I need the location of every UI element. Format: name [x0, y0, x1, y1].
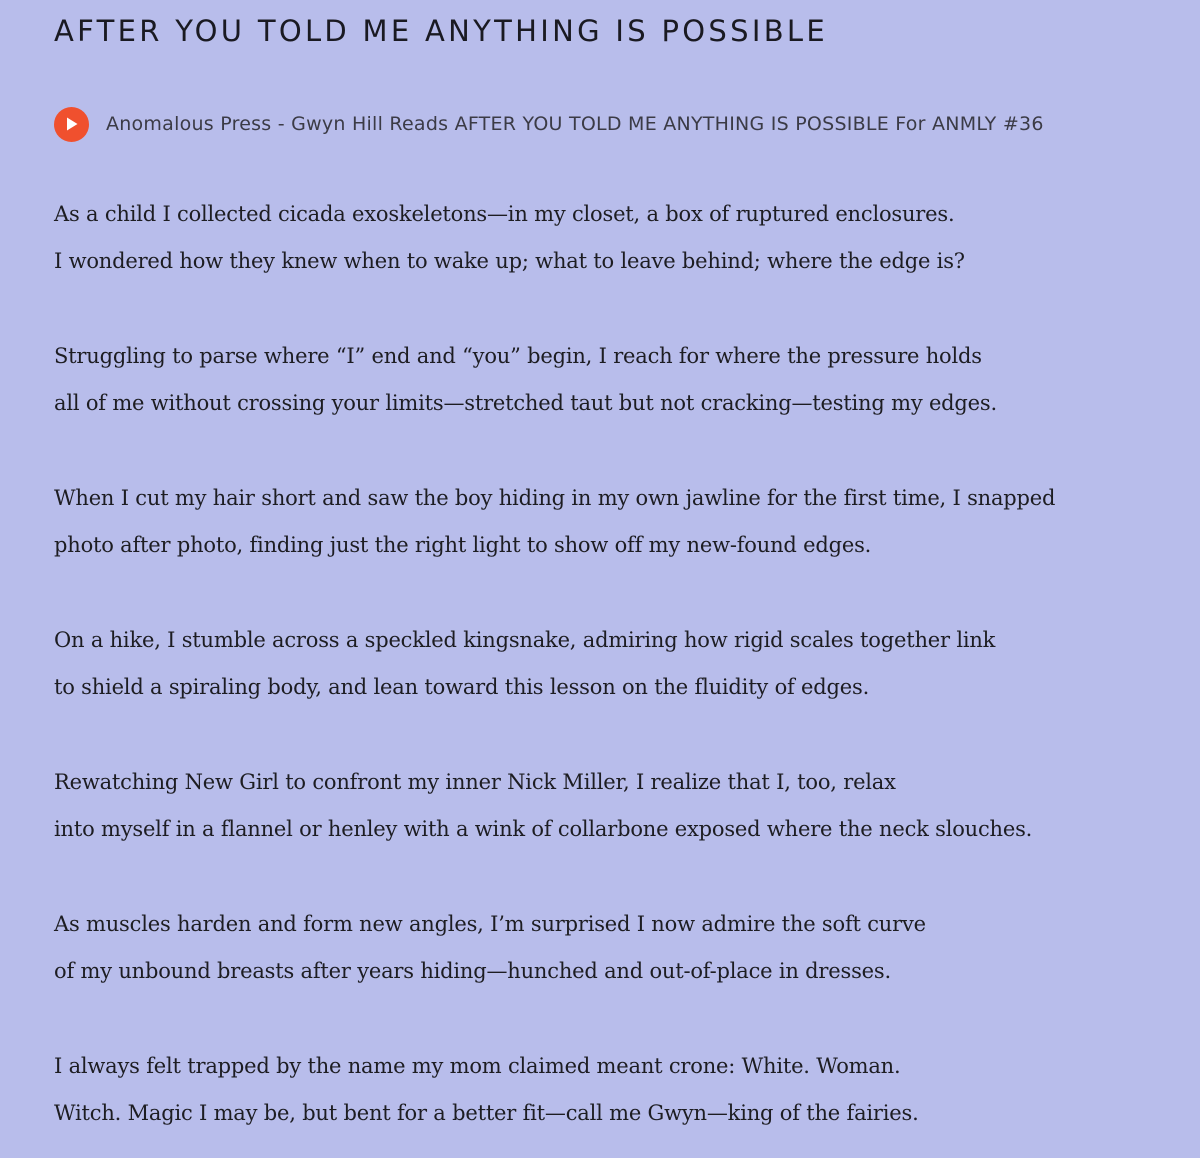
stanza-2 — [54, 333, 997, 427]
stanza-7 — [54, 1043, 919, 1137]
poem-line: On a hike, I stumble across a speckled kingsnake, admiring how rigid scales together link — [54, 628, 996, 652]
poem-line: Struggling to parse where “I” end and “you” begin, I reach for where the pressure holds — [54, 344, 982, 368]
stanza-4 — [54, 617, 995, 711]
poem-line: all of me without crossing your limits—stretched taut but not cracking—testing my edges. — [54, 391, 997, 415]
poem-line: of my unbound breasts after years hiding—hunched and out-of-place in dresses. — [54, 959, 891, 983]
audio-track-label[interactable]: Anomalous Press - Gwyn Hill Reads AFTER YOU TOLD ME ANYTHING IS POSSIBLE For ANMLY #36 — [106, 113, 1044, 135]
play-button[interactable] — [54, 107, 89, 142]
poem-line: to shield a spiraling body, and lean toward this lesson on the fluidity of edges. — [54, 675, 870, 699]
poem-line: When I cut my hair short and saw the boy hiding in my own jawline for the first time, I snapped — [54, 486, 1056, 510]
stanza-6 — [54, 901, 926, 995]
stanza-3 — [54, 475, 1055, 569]
stanza-1 — [54, 191, 965, 285]
poem-line: Witch. Magic I may be, but bent for a better fit—call me Gwyn—king of the fairies. — [54, 1101, 919, 1125]
stanza-5 — [54, 759, 1032, 853]
poem-line: As a child I collected cicada exoskeletons—in my closet, a box of ruptured enclosures. — [54, 202, 955, 226]
poem-line: Rewatching New Girl to confront my inner Nick Miller, I realize that I, too, relax — [54, 770, 896, 794]
poem-line: into myself in a flannel or henley with a wink of collarbone exposed where the neck slouches. — [54, 817, 1033, 841]
audio-player — [54, 106, 1044, 142]
poem-title: AFTER YOU TOLD ME ANYTHING IS POSSIBLE — [54, 14, 828, 48]
poem-line: As muscles harden and form new angles, I’m surprised I now admire the soft curve — [54, 912, 926, 936]
poem-line: photo after photo, finding just the right light to show off my new-found edges. — [54, 533, 872, 557]
poem-line: I always felt trapped by the name my mom claimed meant crone: White. Woman. — [54, 1054, 901, 1078]
play-icon — [65, 116, 79, 132]
poem-line: I wondered how they knew when to wake up; what to leave behind; where the edge is? — [54, 249, 965, 273]
